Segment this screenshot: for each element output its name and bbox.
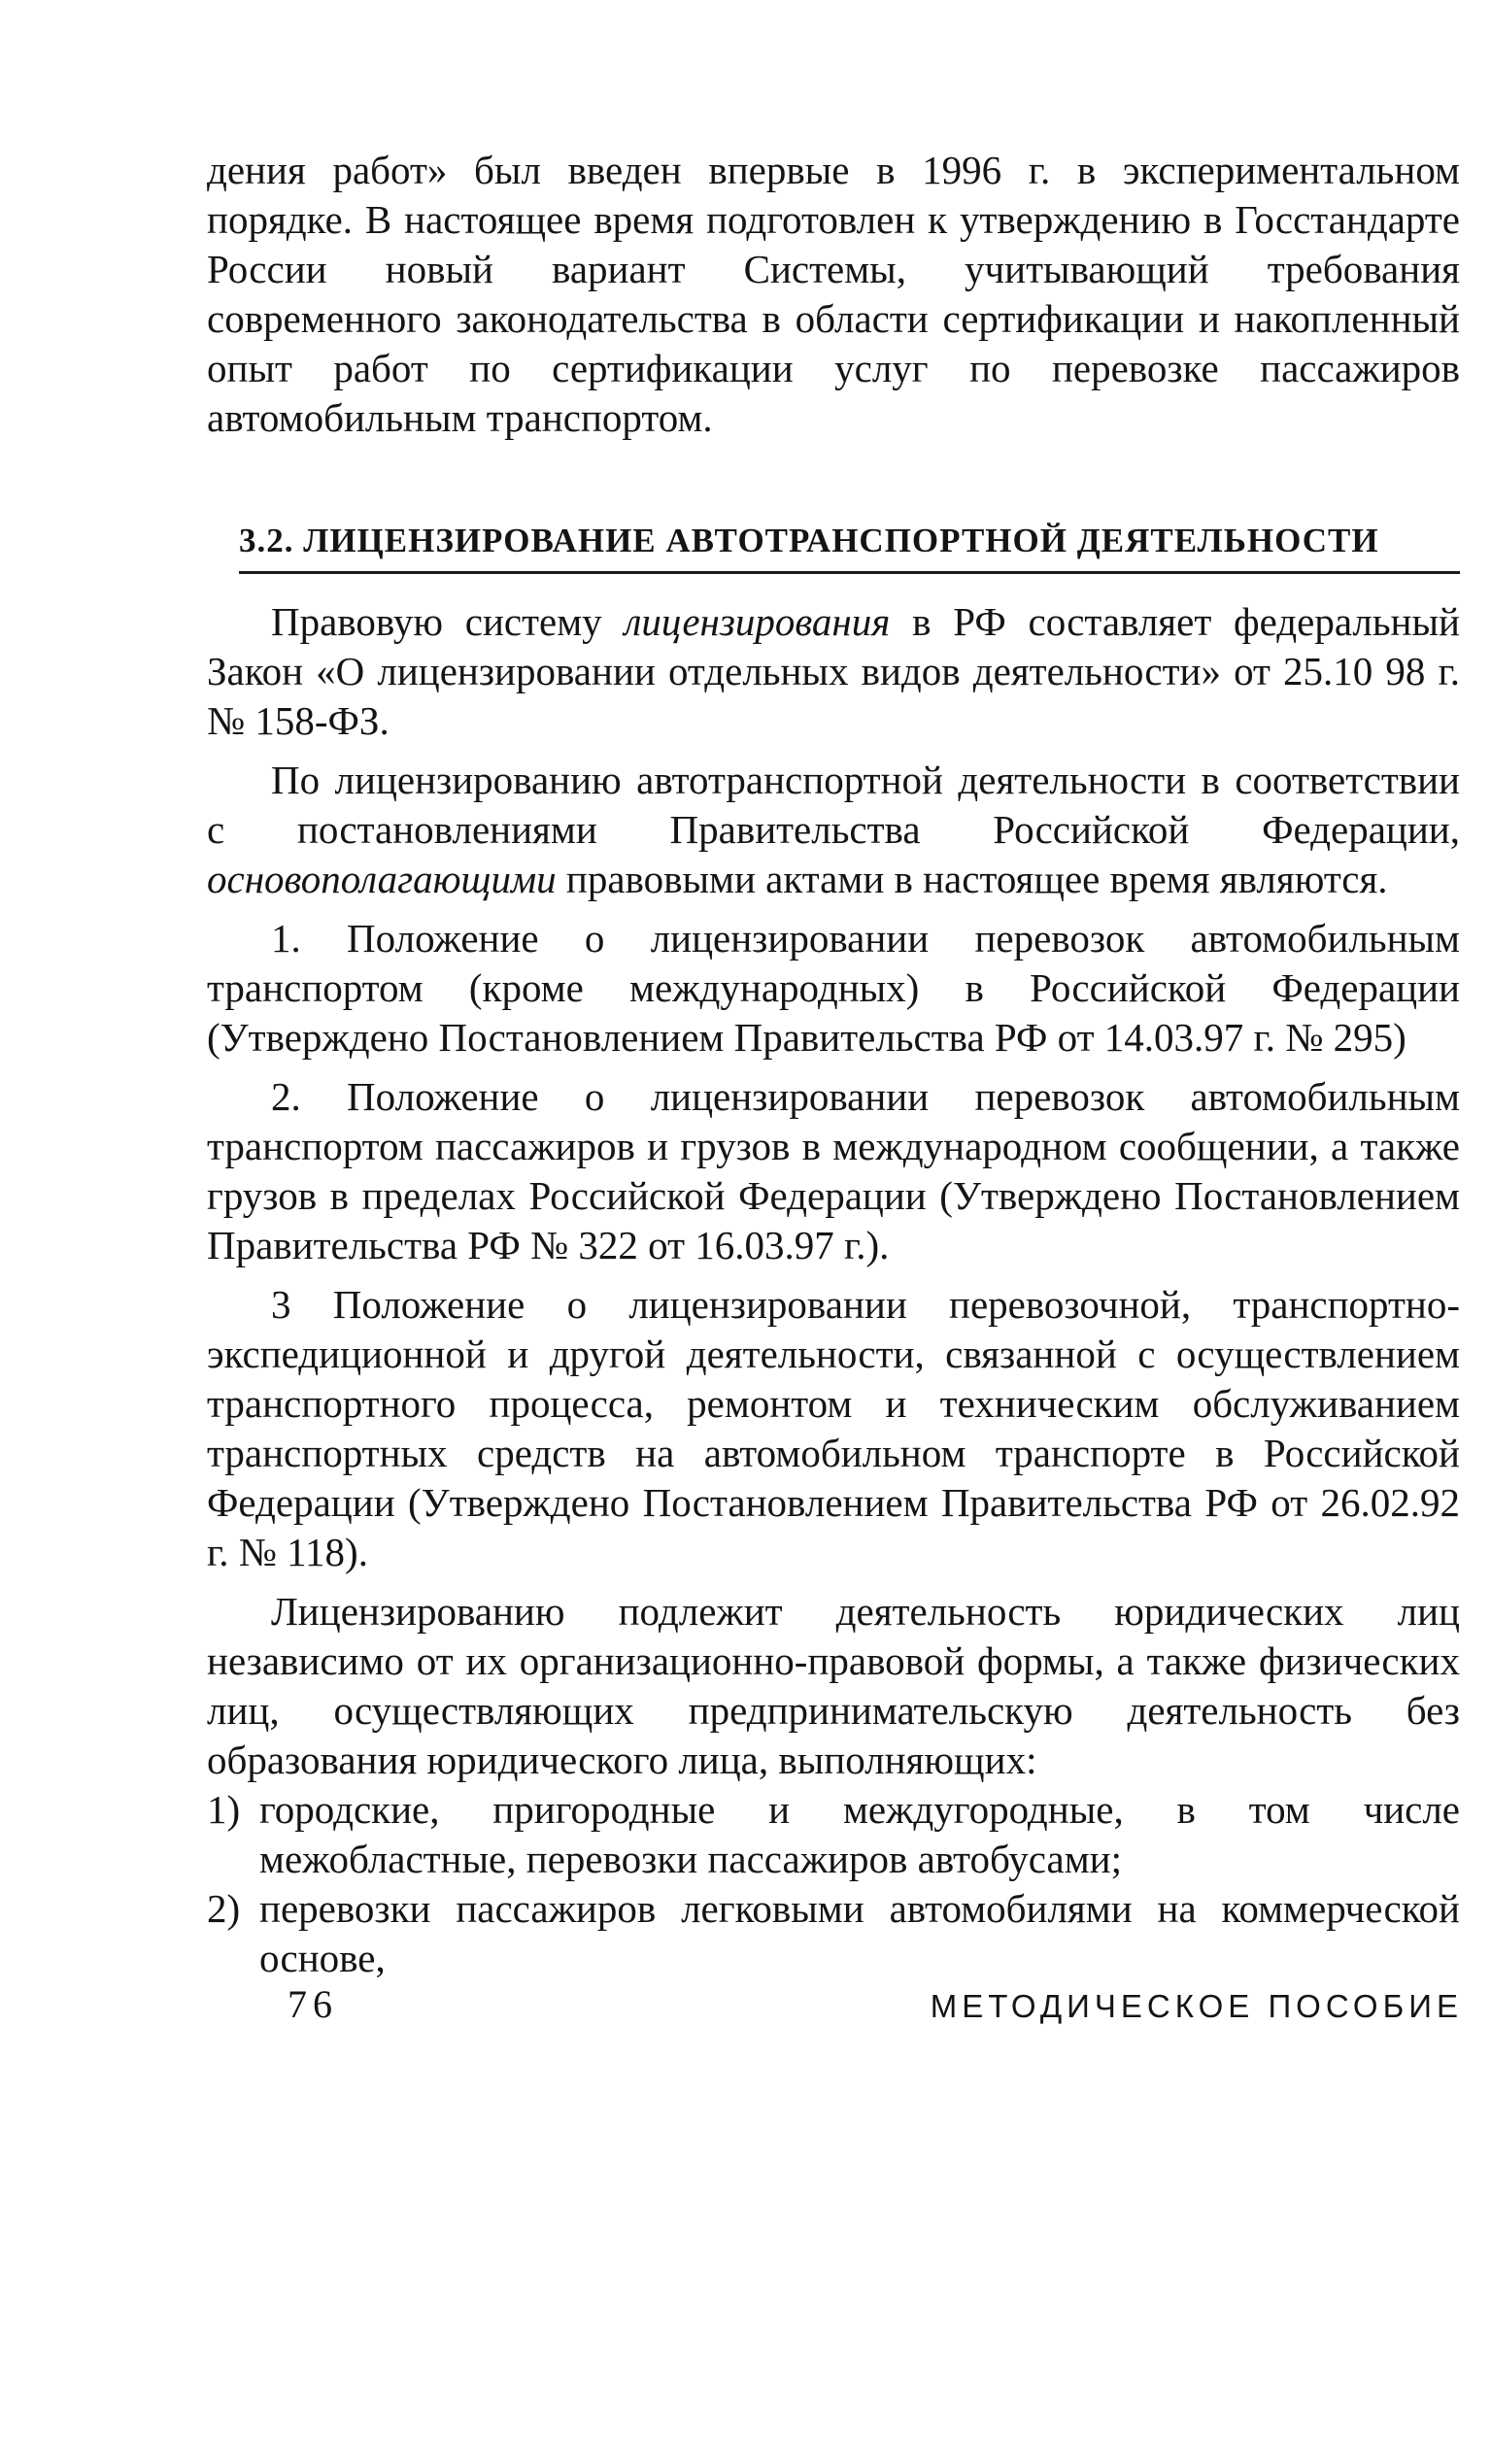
paragraph-text: Правовую систему bbox=[271, 599, 625, 644]
running-title: МЕТОДИЧЕСКОЕ ПОСОБИЕ bbox=[930, 1988, 1463, 2024]
paragraph-text: По лицензированию автотранспортной деятельности в соответствии с постановлениями Правительства Российской Федерации, bbox=[207, 758, 1460, 852]
paragraph-text: в РФ составляет федеральный Закон «О лицензировании отдельных видов деятельности» от 25.10 98 г. № 158-ФЗ. bbox=[207, 599, 1460, 743]
page-footer bbox=[288, 1981, 1463, 2027]
paragraph-text: правовыми актами в настоящее время являются. bbox=[556, 857, 1388, 901]
list-text: перевозки пассажиров легковыми автомобилями на коммерческой основе, bbox=[259, 1886, 1460, 1980]
intro-paragraph: дения работ» был введен впервые в 1996 г. в экспериментальном порядке. В настоящее время подготовлен к утверждению в Госстандарте России новый вариант Системы, учитывающий требования современного законодательства в области сертификации и накопленный опыт работ по сертификации услуг по перевозке пассажиров автомобильным транспортом. bbox=[207, 148, 1460, 440]
section-heading: 3.2. ЛИЦЕНЗИРОВАНИЕ АВТОТРАНСПОРТНОЙ ДЕЯТЕЛЬНОСТИ bbox=[239, 519, 1460, 574]
list-number: 1) bbox=[207, 1787, 241, 1832]
page-content bbox=[207, 146, 1460, 1983]
licensing-paragraph: Лицензированию подлежит деятельность юридических лиц независимо от их организационно-правовой формы, а также физических лиц, осуществляющих предпринимательскую деятельность без образования юридического лица, выполняющих: bbox=[207, 1589, 1460, 1782]
emphasis-term: лицензирования bbox=[624, 599, 891, 644]
list-text: городские, пригородные и междугородные, в том числе межобластные, перевозки пассажиров автобусами; bbox=[259, 1787, 1460, 1881]
list-number: 2) bbox=[207, 1886, 241, 1931]
regulation-item: 1. Положение о лицензировании перевозок автомобильным транспортом (кроме международных) в Российской Федерации (Утверждено Постановлением Правительства РФ от 14.03.97 г. № 295) bbox=[207, 916, 1460, 1060]
activity-list-item bbox=[207, 1884, 1460, 1983]
regulation-item: 2. Положение о лицензировании перевозок автомобильным транспортом пассажиров и грузов в международном сообщении, а также грузов в пределах Российской Федерации (Утверждено Постановлением Правительства РФ № 322 от 16.03.97 г.). bbox=[207, 1074, 1460, 1267]
emphasis-term: основополагающими bbox=[207, 857, 557, 901]
section-body bbox=[207, 597, 1460, 1983]
legal-basis-paragraph bbox=[207, 597, 1460, 746]
regulations-intro-paragraph bbox=[207, 756, 1460, 904]
regulation-item: 3 Положение о лицензировании перевозочной, транспортно-экспедиционной и другой деятельности, связанной с осуществлением транспортного процесса, ремонтом и техническим обслуживанием транспортных средств на автомобильном транспорте в Российской Федерации (Утверждено Постановлением Правительства РФ от 26.02.92 г. № 118). bbox=[207, 1282, 1460, 1574]
page-number: 76 bbox=[288, 1982, 338, 2026]
activity-list-item bbox=[207, 1785, 1460, 1884]
